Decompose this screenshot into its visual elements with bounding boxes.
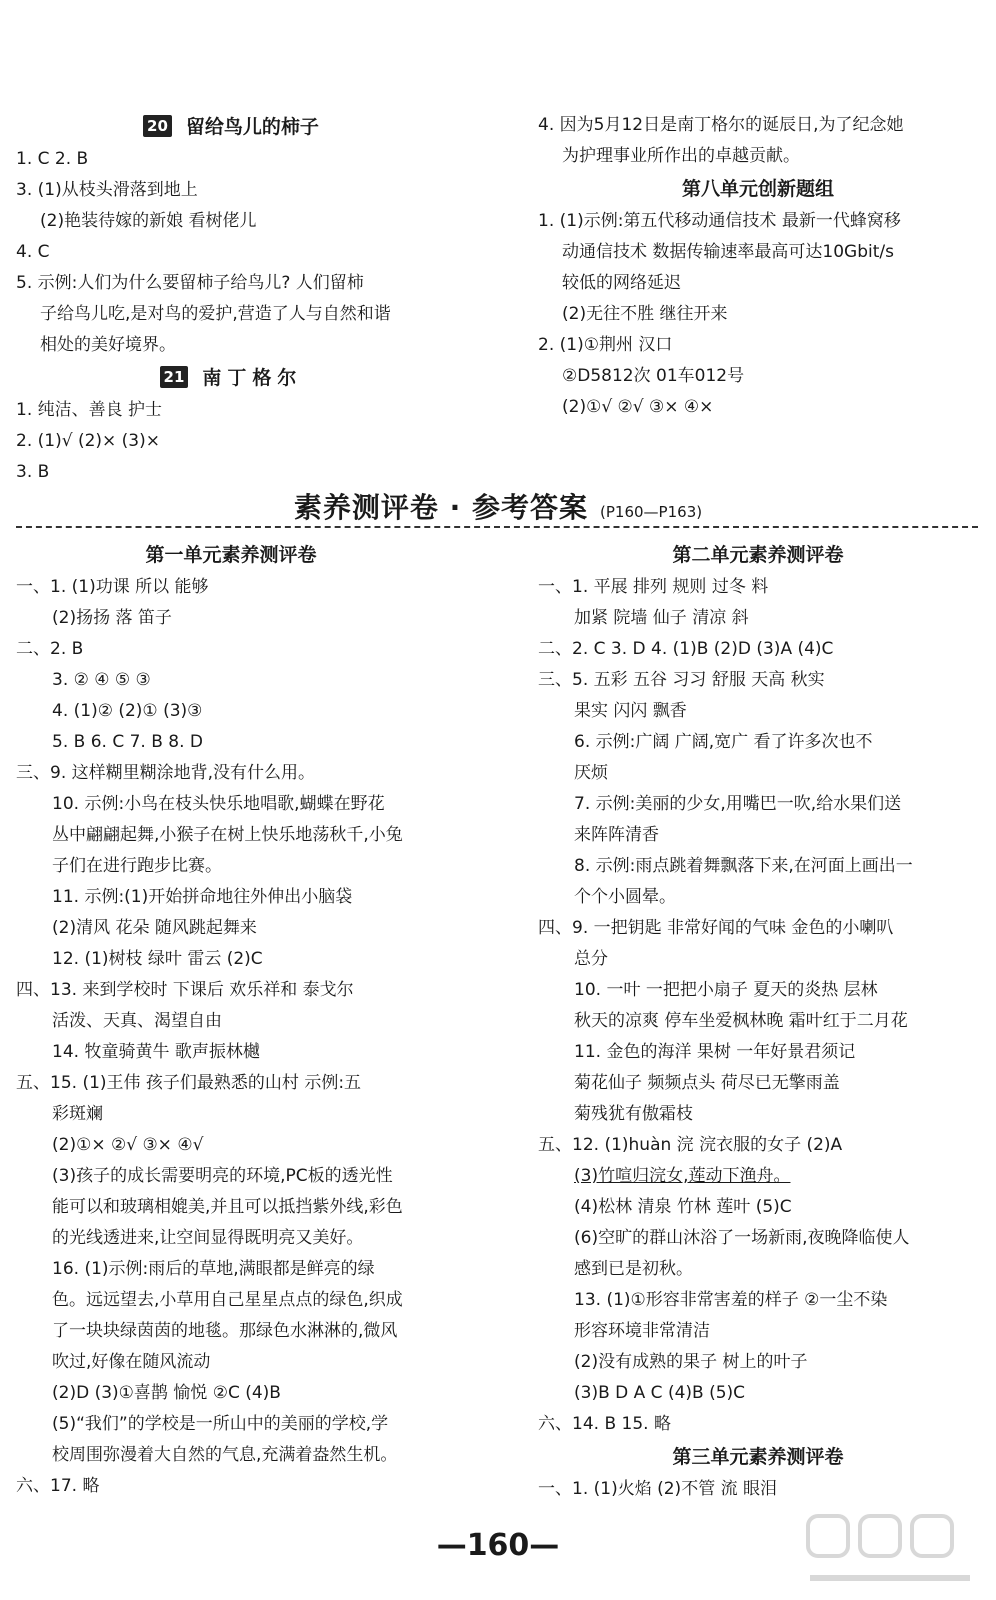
banner-title: 素养测评卷 · 参考答案 xyxy=(293,491,589,524)
answer-line: 总分 xyxy=(574,949,608,969)
answer-line: 三、9. 这样糊里糊涂地背,没有什么用。 xyxy=(16,763,316,783)
answer-line: (4)松林 清泉 竹林 莲叶 (5)C xyxy=(574,1197,792,1217)
unit-1-heading: 第一单元素养测评卷 xyxy=(145,544,317,566)
section-21-heading xyxy=(16,361,446,395)
banner-page-range: (P160—P163) xyxy=(600,503,703,521)
answer-line: 10. 一叶 一把把小扇子 夏天的炎热 层林 xyxy=(574,980,878,1000)
unit-3-heading: 第三单元素养测评卷 xyxy=(672,1446,844,1468)
page-number: —160— xyxy=(436,1528,560,1563)
answer-line: 10. 示例:小鸟在枝头快乐地唱歌,蝴蝶在野花 xyxy=(52,794,385,814)
answer-line: 1. C 2. B xyxy=(16,149,89,169)
answer-line: 13. (1)①形容非常害羞的样子 ②一尘不染 xyxy=(574,1290,888,1310)
answer-line: 4. C xyxy=(16,242,50,262)
answer-line: 8. 示例:雨点跳着舞飘落下来,在河面上画出一 xyxy=(574,856,913,876)
left-top-column xyxy=(16,110,446,488)
answer-line: 了一块块绿茵茵的地毯。那绿色水淋淋的,微风 xyxy=(52,1321,398,1341)
answer-line: 3. (1)从枝头滑落到地上 xyxy=(16,180,198,200)
answer-line: 2. (1)√ (2)× (3)× xyxy=(16,431,160,451)
unit-1-column xyxy=(16,538,446,1502)
section-title: 留给鸟儿的柿子 xyxy=(185,116,319,138)
answer-line: (2)扬扬 落 笛子 xyxy=(52,608,172,628)
answer-line: (3)B D A C (4)B (5)C xyxy=(574,1383,746,1403)
answer-line: 为护理事业所作出的卓越贡献。 xyxy=(562,146,800,166)
answer-line: (2)艳装待嫁的新娘 看树佬儿 xyxy=(40,211,257,231)
answer-line: 3. B xyxy=(16,462,50,482)
answer-line: (2)无往不胜 继往开来 xyxy=(562,304,728,324)
right-top-column xyxy=(538,110,978,423)
answer-line: 子给鸟儿吃,是对鸟的爱护,营造了人与自然和谐 xyxy=(40,304,391,324)
answer-line: (2)①√ ②√ ③× ④× xyxy=(562,397,714,417)
answer-line: (2)清风 花朵 随风跳起舞来 xyxy=(52,918,257,938)
answer-line: 感到已是初秋。 xyxy=(574,1259,693,1279)
answer-line: 厌烦 xyxy=(574,763,608,783)
answer-line: 四、13. 来到学校时 下课后 欢乐祥和 泰戈尔 xyxy=(16,980,354,1000)
answer-line: 三、5. 五彩 五谷 习习 舒服 天高 秋实 xyxy=(538,670,825,690)
answer-line: 4. 因为5月12日是南丁格尔的诞辰日,为了纪念她 xyxy=(538,115,904,135)
answer-line: 16. (1)示例:雨后的草地,满眼都是鲜亮的绿 xyxy=(52,1259,375,1279)
answer-line: 1. (1)示例:第五代移动通信技术 最新一代蜂窝移 xyxy=(538,211,901,231)
answer-line xyxy=(538,1161,978,1192)
answer-line: (6)空旷的群山沐浴了一场新雨,夜晚降临使人 xyxy=(574,1228,910,1248)
answer-line: 11. 示例:(1)开始拼命地往外伸出小脑袋 xyxy=(52,887,353,907)
answer-line: (2)D (3)①喜鹊 愉悦 ②C (4)B xyxy=(52,1383,281,1403)
section-number-badge: 20 xyxy=(143,115,172,137)
answer-line: 7. 示例:美丽的少女,用嘴巴一吹,给水果们送 xyxy=(574,794,902,814)
answer-line: 1. 纯洁、善良 护士 xyxy=(16,400,163,420)
answer-line: 五、15. (1)王伟 孩子们最熟悉的山村 示例:五 xyxy=(16,1073,362,1093)
answer-line: 二、2. C 3. D 4. (1)B (2)D (3)A (4)C xyxy=(538,639,834,659)
answer-line: 色。远远望去,小草用自己星星点点的绿色,织成 xyxy=(52,1290,403,1310)
dashed-divider xyxy=(16,526,978,528)
answer-line: 14. 牧童骑黄牛 歌声振林樾 xyxy=(52,1042,260,1062)
answer-line: (2)没有成熟的果子 树上的叶子 xyxy=(574,1352,808,1372)
answer-line: 2. (1)①荆州 汉口 xyxy=(538,335,673,355)
answer-line: 六、14. B 15. 略 xyxy=(538,1414,671,1434)
answer-line: 菊花仙子 频频点头 荷尽已无擎雨盖 xyxy=(574,1073,840,1093)
answer-line: 菊残犹有傲霜枝 xyxy=(574,1104,693,1124)
section-20-heading xyxy=(16,110,446,144)
answer-line: 11. 金色的海洋 果树 一年好景君须记 xyxy=(574,1042,856,1062)
answer-line: 四、9. 一把钥匙 非常好闻的气味 金色的小喇叭 xyxy=(538,918,894,938)
answer-line: 吹过,好像在随风流动 xyxy=(52,1352,211,1372)
answer-line: 3. ② ④ ⑤ ③ xyxy=(52,670,151,690)
answer-line: 二、2. B xyxy=(16,639,84,659)
answer-line: 形容环境非常清洁 xyxy=(574,1321,710,1341)
answer-line: 能可以和玻璃相媲美,并且可以抵挡紫外线,彩色 xyxy=(52,1197,403,1217)
answer-line: 一、1. (1)火焰 (2)不管 流 眼泪 xyxy=(538,1479,777,1499)
answer-line: 6. 示例:广阔 广阔,宽广 看了许多次也不 xyxy=(574,732,873,752)
answer-line: (3)孩子的成长需要明亮的环境,PC板的透光性 xyxy=(52,1166,393,1186)
answer-line: 的光线透进来,让空间显得既明亮又美好。 xyxy=(52,1228,364,1248)
answer-line: 较低的网络延迟 xyxy=(562,273,681,293)
answer-line: 果实 闪闪 飘香 xyxy=(574,701,687,721)
answer-line: 子们在进行跑步比赛。 xyxy=(52,856,222,876)
answer-line: 动通信技术 数据传输速率最高可达10Gbit/s xyxy=(562,242,894,262)
answer-line: 彩斑斓 xyxy=(52,1104,103,1124)
section-title: 南丁格尔 xyxy=(202,367,303,389)
answer-line: 12. (1)树枝 绿叶 雷云 (2)C xyxy=(52,949,263,969)
answer-line: 丛中翩翩起舞,小猴子在树上快乐地荡秋千,小兔 xyxy=(52,825,403,845)
underlined-answer: (3)竹喧归浣女,莲动下渔舟。 xyxy=(574,1166,791,1186)
answer-line: 校周围弥漫着大自然的气息,充满着盎然生机。 xyxy=(52,1445,398,1465)
answer-line: 来阵阵清香 xyxy=(574,825,659,845)
answer-line: (2)①× ②√ ③× ④√ xyxy=(52,1135,204,1155)
answer-line: 秋天的凉爽 停车坐爱枫林晚 霜叶红于二月花 xyxy=(574,1011,908,1031)
watermark-logo xyxy=(800,1506,980,1596)
answer-line: 五、12. (1)huàn 浣 浣衣服的女子 (2)A xyxy=(538,1135,843,1155)
answer-line: 5. B 6. C 7. B 8. D xyxy=(52,732,203,752)
unit-8-heading: 第八单元创新题组 xyxy=(681,178,834,200)
answer-line: 活泼、天真、渴望自由 xyxy=(52,1011,222,1031)
unit-2-column xyxy=(538,538,978,1505)
answer-line: 加紧 院墙 仙子 清凉 斜 xyxy=(574,608,749,628)
answer-line: (5)“我们”的学校是一所山中的美丽的学校,学 xyxy=(52,1414,389,1434)
unit-2-heading: 第二单元素养测评卷 xyxy=(672,544,844,566)
answer-key-banner xyxy=(0,486,996,526)
answer-line: 一、1. (1)功课 所以 能够 xyxy=(16,577,209,597)
answer-line: 个个小圆晕。 xyxy=(574,887,676,907)
answer-line: 4. (1)② (2)① (3)③ xyxy=(52,701,203,721)
answer-line: 一、1. 平展 排列 规则 过冬 料 xyxy=(538,577,769,597)
answer-line: 5. 示例:人们为什么要留柿子给鸟儿? 人们留柿 xyxy=(16,273,364,293)
section-number-badge: 21 xyxy=(160,366,189,388)
answer-line: ②D5812次 01车012号 xyxy=(562,366,745,386)
answer-line: 六、17. 略 xyxy=(16,1476,100,1496)
answer-line: 相处的美好境界。 xyxy=(40,335,176,355)
